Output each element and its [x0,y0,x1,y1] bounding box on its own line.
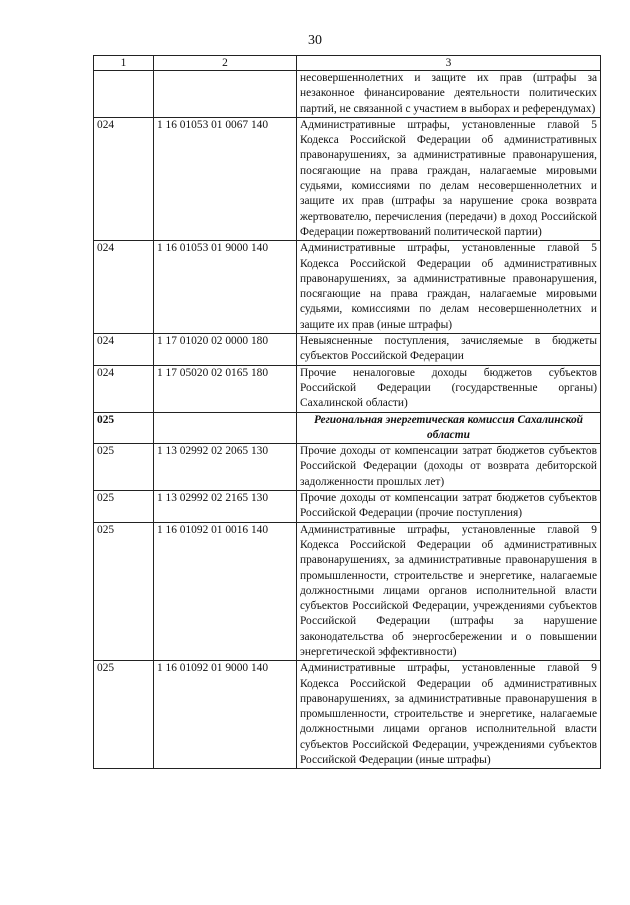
section-title-cell: Региональная энергетическая комиссия Сахалинской области [297,412,601,444]
revenue-description-cell: Невыясненные поступления, зачисляемые в бюджеты субъектов Российской Федерации [297,334,601,366]
table-row [94,522,601,661]
revenue-code-cell [154,71,297,118]
revenue-description-cell: Административные штрафы, установленные главой 5 Кодекса Российской Федерации об административных правонарушениях, за административные правонарушения, посягающие на права граждан, налагаемые мировыми судьями, комиссиями по делам несовершеннолетних и защите их прав (иные штрафы) [297,241,601,334]
table-row [94,71,601,118]
table-header-row [94,56,601,71]
administrator-code-cell: 025 [94,491,154,523]
table-row [94,365,601,412]
table-row [94,661,601,769]
revenue-code-cell: 1 17 05020 02 0165 180 [154,365,297,412]
administrator-code-cell: 024 [94,334,154,366]
revenue-code-cell: 1 16 01092 01 9000 140 [154,661,297,769]
revenue-code-cell: 1 16 01092 01 0016 140 [154,522,297,661]
revenue-code-cell: 1 17 01020 02 0000 180 [154,334,297,366]
page-number: 30 [308,33,322,48]
administrator-code-cell: 025 [94,444,154,491]
revenue-code-cell: 1 16 01053 01 9000 140 [154,241,297,334]
section-empty-cell [154,412,297,444]
table-row [94,334,601,366]
table-row [94,491,601,523]
revenue-description-cell: Прочие неналоговые доходы бюджетов субъектов Российской Федерации (государственные органы) Сахалинской области) [297,365,601,412]
revenue-description-cell: Административные штрафы, установленные главой 5 Кодекса Российской Федерации об административных правонарушениях, за административные правонарушения, посягающие на права граждан, налагаемые мировыми судьями, комиссиями по делам несовершеннолетних и защите их прав (штрафы за нарушение срока возврата жертвователю, перечисления (передачи) в доход Российской Федерации пожертвований политической партии) [297,117,601,240]
revenue-code-cell: 1 16 01053 01 0067 140 [154,117,297,240]
revenue-codes-table [93,55,601,769]
administrator-code-cell: 024 [94,365,154,412]
table-row [94,241,601,334]
revenue-description-cell: несовершеннолетних и защите их прав (штрафы за незаконное финансирование деятельности политических партий, не связанной с участием в выборах и референдумах) [297,71,601,118]
revenue-description-cell: Прочие доходы от компенсации затрат бюджетов субъектов Российской Федерации (прочие поступления) [297,491,601,523]
revenue-description-cell: Административные штрафы, установленные главой 9 Кодекса Российской Федерации об административных правонарушениях, за административные правонарушения в промышленности, строительстве и энергетике, налагаемые должностными лицами органов исполнительной власти субъектов Российской Федерации, учреждениями субъектов Российской Федерации (иные штрафы) [297,661,601,769]
revenue-code-cell: 1 13 02992 02 2065 130 [154,444,297,491]
table-row [94,444,601,491]
revenue-description-cell: Административные штрафы, установленные главой 9 Кодекса Российской Федерации об административных правонарушениях, за административные правонарушения в промышленности, строительстве и энергетике, налагаемые должностными лицами органов исполнительной власти субъектов Российской Федерации, учреждениями субъектов Российской Федерации (штрафы за нарушение законодательства об энергосбережении и о повышении энергетической эффективности) [297,522,601,661]
administrator-code-cell: 024 [94,117,154,240]
administrator-code-cell [94,71,154,118]
administrator-code-cell: 025 [94,661,154,769]
revenue-code-cell: 1 13 02992 02 2165 130 [154,491,297,523]
table-row [94,117,601,240]
administrator-code-cell: 024 [94,241,154,334]
revenue-description-cell: Прочие доходы от компенсации затрат бюджетов субъектов Российской Федерации (доходы от возврата дебиторской задолженности прошлых лет) [297,444,601,491]
administrator-code-cell: 025 [94,522,154,661]
section-code-cell: 025 [94,412,154,444]
section-header-row [94,412,601,444]
column-header-3: 3 [297,56,601,71]
column-header-2: 2 [154,56,297,71]
column-header-1: 1 [94,56,154,71]
